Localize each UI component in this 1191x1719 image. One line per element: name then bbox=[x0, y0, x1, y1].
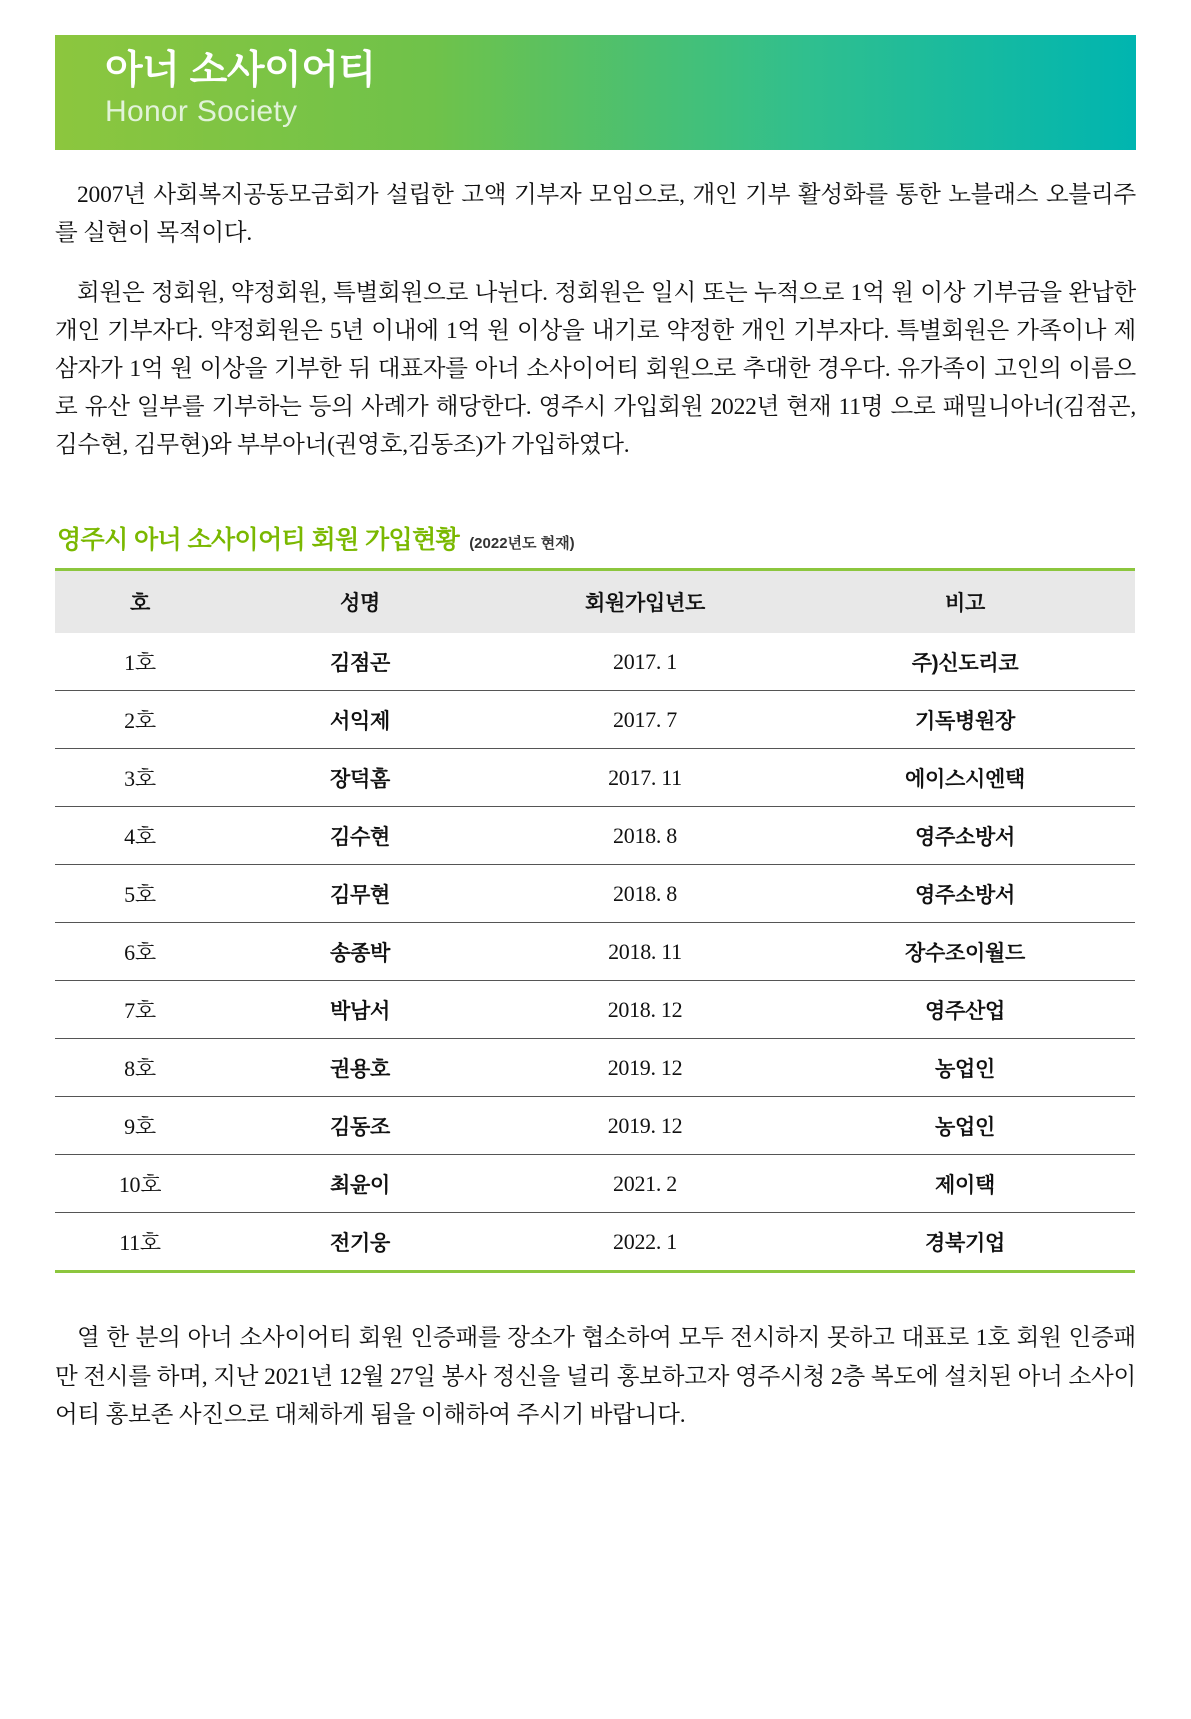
column-header-join-year: 회원가입년도 bbox=[495, 570, 795, 634]
cell-remarks: 장수조이월드 bbox=[795, 923, 1135, 981]
cell-name: 박남서 bbox=[225, 981, 495, 1039]
cell-join-year: 2018. 12 bbox=[495, 981, 795, 1039]
cell-number: 5호 bbox=[55, 865, 225, 923]
table-row bbox=[55, 1039, 1135, 1097]
cell-join-year: 2017. 11 bbox=[495, 749, 795, 807]
cell-number: 3호 bbox=[55, 749, 225, 807]
cell-join-year: 2019. 12 bbox=[495, 1039, 795, 1097]
table-row bbox=[55, 1213, 1135, 1272]
cell-join-year: 2018. 8 bbox=[495, 865, 795, 923]
cell-number: 2호 bbox=[55, 691, 225, 749]
banner-title-korean: 아너 소사이어티 bbox=[105, 49, 376, 92]
cell-number: 7호 bbox=[55, 981, 225, 1039]
table-row bbox=[55, 807, 1135, 865]
table-row bbox=[55, 691, 1135, 749]
cell-name: 송종박 bbox=[225, 923, 495, 981]
cell-name: 장덕홈 bbox=[225, 749, 495, 807]
cell-remarks: 주)신도리코 bbox=[795, 633, 1135, 691]
column-header-remarks: 비고 bbox=[795, 570, 1135, 634]
table-caption-title: 영주시 아너 소사이어티 회원 가입현황 bbox=[57, 526, 460, 555]
cell-remarks: 농업인 bbox=[795, 1039, 1135, 1097]
page-header-banner bbox=[55, 35, 1136, 150]
cell-number: 1호 bbox=[55, 633, 225, 691]
cell-name: 서익제 bbox=[225, 691, 495, 749]
cell-remarks: 영주소방서 bbox=[795, 807, 1135, 865]
cell-remarks: 기독병원장 bbox=[795, 691, 1135, 749]
cell-name: 최윤이 bbox=[225, 1155, 495, 1213]
closing-paragraph bbox=[55, 1319, 1136, 1433]
table-row bbox=[55, 1155, 1135, 1213]
cell-join-year: 2018. 8 bbox=[495, 807, 795, 865]
document-page bbox=[0, 35, 1191, 1719]
table-row bbox=[55, 865, 1135, 923]
table-body bbox=[55, 633, 1135, 1272]
cell-remarks: 제이택 bbox=[795, 1155, 1135, 1213]
column-header-number: 호 bbox=[55, 570, 225, 634]
table-row bbox=[55, 981, 1135, 1039]
cell-remarks: 농업인 bbox=[795, 1097, 1135, 1155]
intro-paragraph bbox=[55, 176, 1136, 252]
cell-remarks: 영주산업 bbox=[795, 981, 1135, 1039]
column-header-name: 성명 bbox=[225, 570, 495, 634]
closing-paragraph-text: 열 한 분의 아너 소사이어티 회원 인증패를 장소가 협소하여 모두 전시하지 못하고 대표로 1호 회원 인증패만 전시를 하며, 지난 2021년 12월 27일 봉사 정신을 널리 홍보하고자 영주시청 2층 복도에 설치된 아너 소사이어티 홍보존 사진으로 대체하게 됨을 이해하여 주시기 바랍니다. bbox=[55, 1325, 1136, 1428]
cell-join-year: 2018. 11 bbox=[495, 923, 795, 981]
cell-name: 김동조 bbox=[225, 1097, 495, 1155]
cell-number: 6호 bbox=[55, 923, 225, 981]
cell-number: 9호 bbox=[55, 1097, 225, 1155]
table-header bbox=[55, 570, 1135, 634]
cell-join-year: 2021. 2 bbox=[495, 1155, 795, 1213]
cell-join-year: 2019. 12 bbox=[495, 1097, 795, 1155]
cell-number: 11호 bbox=[55, 1213, 225, 1272]
cell-number: 4호 bbox=[55, 807, 225, 865]
cell-name: 권용호 bbox=[225, 1039, 495, 1097]
cell-number: 10호 bbox=[55, 1155, 225, 1213]
table-row bbox=[55, 1097, 1135, 1155]
membership-paragraph bbox=[55, 274, 1136, 464]
cell-remarks: 에이스시엔택 bbox=[795, 749, 1135, 807]
table-row bbox=[55, 923, 1135, 981]
table-caption-note: (2022년도 현재) bbox=[469, 535, 575, 553]
cell-name: 김수현 bbox=[225, 807, 495, 865]
cell-name: 전기웅 bbox=[225, 1213, 495, 1272]
cell-remarks: 경북기업 bbox=[795, 1213, 1135, 1272]
honor-society-member-table bbox=[55, 568, 1135, 1273]
cell-join-year: 2017. 1 bbox=[495, 633, 795, 691]
member-table-section bbox=[55, 520, 1136, 1273]
intro-paragraph-text: 2007년 사회복지공동모금회가 설립한 고액 기부자 모임으로, 개인 기부 활성화를 통한 노블래스 오블리주를 실현이 목적이다. bbox=[55, 182, 1136, 247]
cell-name: 김점곤 bbox=[225, 633, 495, 691]
cell-number: 8호 bbox=[55, 1039, 225, 1097]
membership-paragraph-text: 회원은 정회원, 약정회원, 특별회원으로 나뉜다. 정회원은 일시 또는 누적으로 1억 원 이상 기부금을 완납한 개인 기부자다. 약정회원은 5년 이내에 1억 원 이상을 내기로 약정한 개인 기부자다. 특별회원은 가족이나 제삼자가 1억 원 이상을 기부한 뒤 대표자를 아너 소사이어티 회원으로 추대한 경우다. 유가족이 고인의 이름으로 유산 일부를 기부하는 등의 사례가 해당한다. 영주시 가입회원 2022년 현재 11명 으로 패밀니아너(김점곤, 김수현, 김무현)와 부부아너(권영호,김동조)가 가입하였다. bbox=[55, 280, 1136, 459]
table-row bbox=[55, 749, 1135, 807]
banner-title-english: Honor Society bbox=[105, 94, 298, 128]
cell-name: 김무현 bbox=[225, 865, 495, 923]
table-header-row bbox=[55, 570, 1135, 634]
cell-remarks: 영주소방서 bbox=[795, 865, 1135, 923]
table-row bbox=[55, 633, 1135, 691]
cell-join-year: 2022. 1 bbox=[495, 1213, 795, 1272]
cell-join-year: 2017. 7 bbox=[495, 691, 795, 749]
table-caption bbox=[55, 520, 1136, 556]
